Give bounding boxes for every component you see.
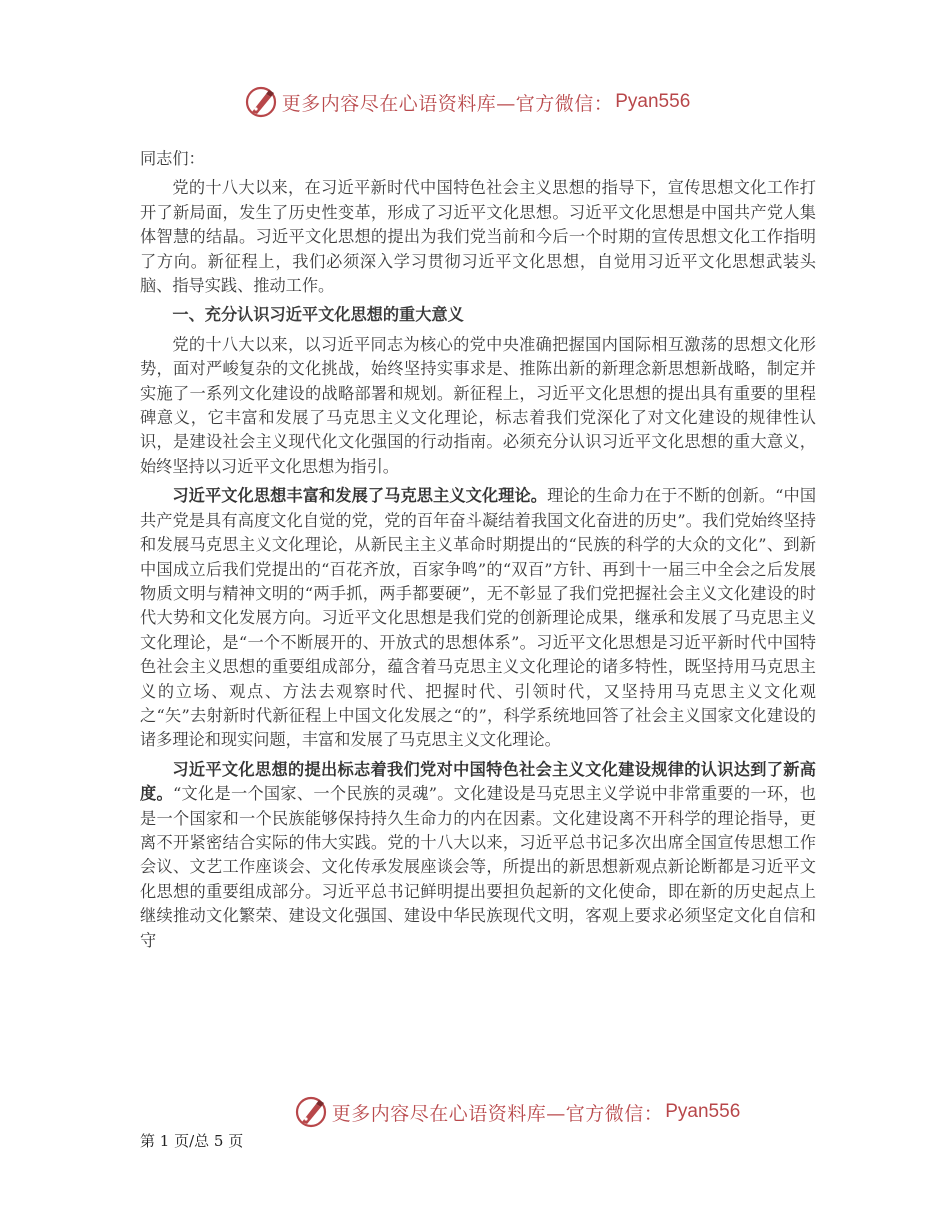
pen-nib-logo-icon <box>294 1095 328 1129</box>
greeting: 同志们： <box>140 149 205 168</box>
paragraph-theory-body: 理论的生命力在于不断的创新。“中国共产党是具有高度文化自觉的党，党的百年奋斗凝结着我国文化奋进的历史”。我们党始终坚持和发展马克思主义文化理论，从新民主主义革命时期提出的“民族的科学的大众的文化”、到新中国成立后我们党提出的“百花齐放，百家争鸣”的“双百”方针、再到十一届三中全会之后发展物质文明与精神文明的“两手抓，两手都要硬”，无不彰显了我们党把握社会主义文化建设的时代大势和文化发展方向。习近平文化思想是我们党的创新理论成果，继承和发展了马克思主义文化理论，是“一个不断展开的、开放式的思想体系”。习近平文化思想是习近平新时代中国特色社会主义思想的重要组成部分，蕴含着马克思主义文化理论的诸多特性，既坚持用马克思主义的立场、观点、方法去观察时代、把握时代、引领时代，又坚持用马克思主义文化观之“矢”去射新时代新征程上中国文化发展之“的”，科学系统地回答了社会主义国家文化建设的诸多理论和现实问题，丰富和发展了马克思主义文化理论。 <box>140 486 817 750</box>
page-number: 第 1 页/总 5 页 <box>140 1132 244 1150</box>
document-body <box>140 147 816 958</box>
header-banner <box>0 82 942 122</box>
intro-paragraph: 党的十八大以来，在习近平新时代中国特色社会主义思想的指导下，宣传思想文化工作打开了新局面，发生了历史性变革，形成了习近平文化思想。习近平文化思想是中国共产党人集体智慧的结晶。习近平文化思想的提出为我们党当前和今后一个时期的宣传思想文化工作指明了方向。新征程上，我们必须深入学习贯彻习近平文化思想，自觉用习近平文化思想武装头脑、指导实践、推动工作。 <box>140 178 816 296</box>
paragraph-theory <box>140 484 816 752</box>
footer-wechat-id: Pyan556 <box>665 1101 741 1122</box>
paragraph-height-lead: 习近平文化思想的提出标志着我们党对中国特色社会主义文化建设规律的认识达到了新高度。 <box>140 759 816 804</box>
footer-banner <box>42 1092 950 1132</box>
paragraph-height-body: “文化是一个国家、一个民族的灵魂”。文化建设是马克思主义学说中非常重要的一环，也是一个国家和一个民族能够保持持久生命力的内在因素。文化建设离不开科学的理论指导，更离不开紧密结合实际的伟大实践。党的十八大以来，习近平总书记多次出席全国宣传思想工作会议、文艺工作座谈会、文化传承发展座谈会等，所提出的新思想新观点新论断都是习近平文化思想的重要组成部分。习近平总书记鲜明提出要担负起新的文化使命，即在新的历史起点上继续推动文化繁荣、建设文化强国、建设中华民族现代文明，客观上要求必须坚定文化自信和守 <box>140 784 816 950</box>
header-wechat-id: Pyan556 <box>615 91 691 112</box>
footer-banner-text: 更多内容尽在心语资料库—官方微信： <box>331 1102 664 1125</box>
section-heading: 一、充分认识习近平文化思想的重大意义 <box>172 305 464 325</box>
header-banner-text: 更多内容尽在心语资料库—官方微信： <box>281 92 614 115</box>
pen-nib-logo-icon <box>244 85 278 119</box>
paragraph-height <box>140 758 816 953</box>
paragraph-theory-lead: 习近平文化思想丰富和发展了马克思主义文化理论。 <box>172 486 548 506</box>
section-paragraph: 党的十八大以来，以习近平同志为核心的党中央准确把握国内国际相互激荡的思想文化形势，面对严峻复杂的文化挑战，始终坚持实事求是、推陈出新的新理念新思想新战略，制定并实施了一系列文化建设的战略部署和规划。新征程上，习近平文化思想的提出具有重要的里程碑意义，它丰富和发展了马克思主义文化理论，标志着我们党深化了对文化建设的规律性认识，是建设社会主义现代化文化强国的行动指南。必须充分认识习近平文化思想的重大意义，始终坚持以习近平文化思想为指引。 <box>140 334 816 476</box>
